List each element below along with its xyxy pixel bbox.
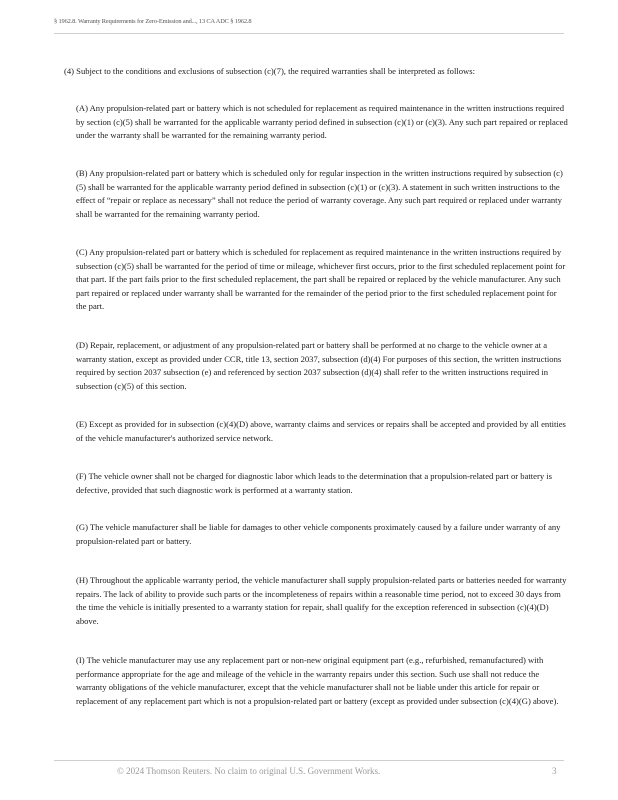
paragraph-h: (H) Throughout the applicable warranty period, the vehicle manufacturer shall supply propulsion-related parts or batteries needed for warranty repairs. The lack of ability to provide such parts or the incompleteness of repairs within a reasonable time period, not to exceed 30 days from the time the vehicle is initially presented to a warranty station for repair, shall qualify for the exception referenced in subsection (c)(4)(D) above. — [76, 575, 567, 626]
paragraph-c: (C) Any propulsion-related part or battery which is scheduled for replacement as required maintenance in the written instructions required by subsection (c)(5) shall be warranted for the period of time or mileage, whichever first occurs, prior to the first scheduled replacement point for that part. If the part fails prior to the first scheduled replacement, the part shall be repaired or replaced by the vehicle manufacturer. Any such part repaired or replaced under warranty shall be warranted for the remainder of the period prior to the first scheduled replacement point for the part. — [76, 247, 566, 311]
paragraph-d: (D) Repair, replacement, or adjustment of any propulsion-related part or battery shall be performed at no charge to the vehicle owner at a warranty station, except as provided under CCR, title 13, section 2037, subsection (d)(4) For purposes of this section, the written instructions required by section 2037 subsection (e) and referenced by section 2037 subsection (d)(4) shall refer to the written instructions required in subsection (c)(5) of this section. — [76, 340, 562, 391]
header-divider — [54, 33, 564, 34]
page-number: 3 — [552, 766, 557, 776]
paragraph-i: (I) The vehicle manufacturer may use any replacement part or non-new original equipment part (e.g., refurbished, remanufactured) with performance appropriate for the age and mileage of the vehicle in the warranty repairs under this section. Such use shall not reduce the warranty obligations of the vehicle manufacturer, except that the vehicle manufacturer shall not be liable under this article for repair or replacement of any replacement part which is not a propulsion-related part or battery (except as provided under subsection (c)(4)(G) above). — [76, 655, 559, 706]
footer-divider — [54, 760, 564, 761]
paragraph-g: (G) The vehicle manufacturer shall be liable for damages to other vehicle components proximately caused by a failure under warranty of any propulsion-related part or battery. — [76, 522, 561, 546]
paragraph-a: (A) Any propulsion-related part or battery which is not scheduled for replacement as required maintenance in the written instructions required by section (c)(5) shall be warranted for the applicable warranty period defined in subsection (c)(1) or (c)(3). Any such part repaired or replaced under the warranty shall be warranted for the remaining warranty period. — [76, 103, 568, 140]
running-header: § 1962.8. Warranty Requirements for Zero-Emission and..., 13 CA ADC § 1962.8 — [54, 18, 252, 25]
paragraph-f: (F) The vehicle owner shall not be charged for diagnostic labor which leads to the determination that a propulsion-related part or battery is defective, provided that such diagnostic work is performed at a warranty station. — [76, 471, 553, 495]
paragraph-e: (E) Except as provided for in subsection (c)(4)(D) above, warranty claims and services or repairs shall be accepted and provided by all entities of the vehicle manufacturer's authorized service network. — [76, 419, 566, 443]
paragraph-b: (B) Any propulsion-related part or battery which is scheduled only for regular inspection in the written instructions required by subsection (c)(5) shall be warranted for the applicable warranty period defined in subsection (c)(1) or (c)(3). A statement in such written instructions to the effect of “repair or replace as necessary” shall not reduce the period of warranty coverage. Any such part required or replaced under warranty shall be warranted for the remaining warranty period. — [76, 168, 563, 219]
copyright-notice: © 2024 Thomson Reuters. No claim to original U.S. Government Works. — [117, 766, 381, 776]
subsection-intro: (4) Subject to the conditions and exclusions of subsection (c)(7), the required warranties shall be interpreted as follows: — [64, 66, 475, 76]
